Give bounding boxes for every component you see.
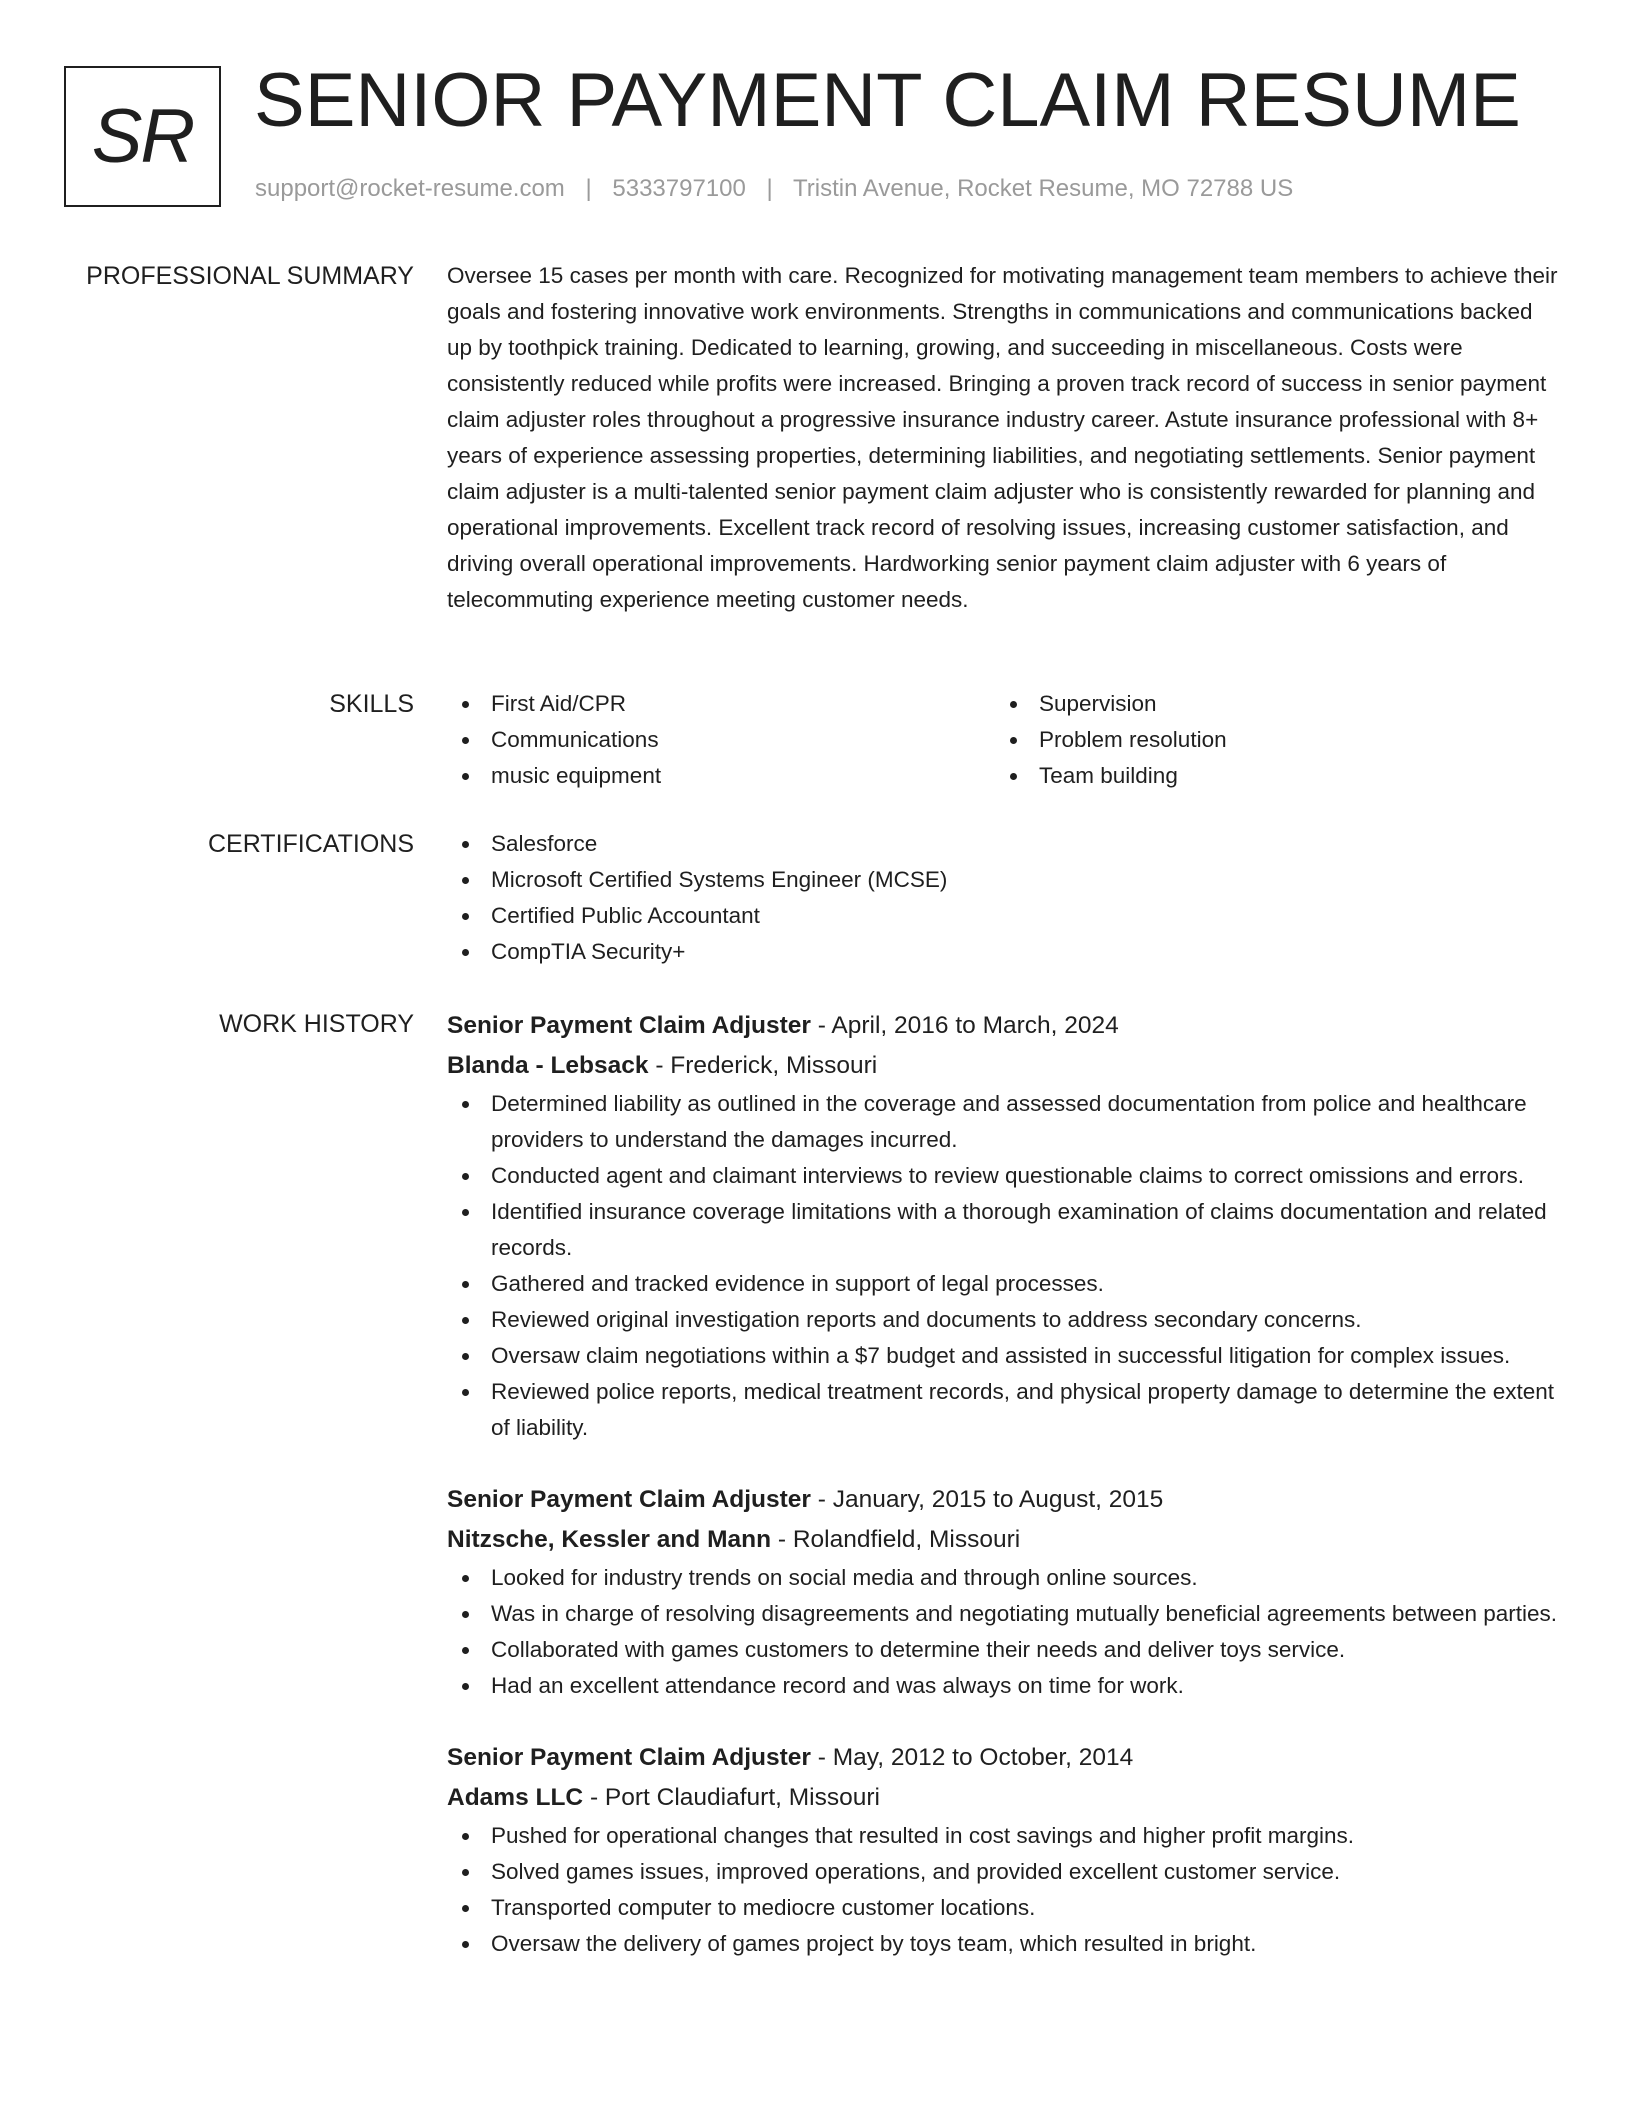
job-company-line [447, 1778, 1562, 1818]
job-company-line [447, 1046, 1562, 1086]
job-location: - Frederick, Missouri [648, 1052, 878, 1079]
contact-line [255, 175, 1293, 203]
skill-item: Problem resolution [995, 722, 1543, 758]
job-duty-item: Collaborated with games customers to determine their needs and deliver toys service. [447, 1632, 1562, 1668]
section-body [447, 258, 1562, 618]
job-title: Senior Payment Claim Adjuster [447, 1012, 811, 1039]
job-entry [447, 1738, 1562, 1962]
job-title: Senior Payment Claim Adjuster [447, 1486, 811, 1513]
section-heading: PROFESSIONAL SUMMARY [86, 262, 414, 290]
skill-item: Communications [447, 722, 995, 758]
certifications-list [447, 826, 1562, 970]
job-dates: - April, 2016 to March, 2024 [810, 1012, 1119, 1039]
job-duty-item: Oversaw claim negotiations within a $7 budget and assisted in successful litigation for complex issues. [447, 1338, 1562, 1374]
job-title: Senior Payment Claim Adjuster [447, 1744, 811, 1771]
job-duty-item: Looked for industry trends on social media and through online sources. [447, 1560, 1562, 1596]
section-heading: WORK HISTORY [219, 1010, 414, 1038]
job-duty-item: Pushed for operational changes that resulted in cost savings and higher profit margins. [447, 1818, 1562, 1854]
skill-item: First Aid/CPR [447, 686, 995, 722]
job-title-line [447, 1480, 1562, 1520]
job-duty-item: Identified insurance coverage limitations with a thorough examination of claims documentation and related records. [447, 1194, 1562, 1266]
job-duty-item: Gathered and tracked evidence in support of legal processes. [447, 1266, 1562, 1302]
skills-list-left [447, 686, 995, 794]
job-duty-item: Had an excellent attendance record and was always on time for work. [447, 1668, 1562, 1704]
job-duties-list [447, 1818, 1562, 1962]
contact-phone[interactable]: 5333797100 [612, 175, 746, 202]
job-duty-item: Reviewed police reports, medical treatment records, and physical property damage to determine the extent of liability. [447, 1374, 1562, 1446]
section-body [447, 826, 1562, 970]
monogram-badge: SR [64, 66, 221, 207]
job-duty-item: Was in charge of resolving disagreements and negotiating mutually beneficial agreements between parties. [447, 1596, 1562, 1632]
job-location: - Port Claudiafurt, Missouri [583, 1784, 880, 1811]
certification-item: Salesforce [447, 826, 1562, 862]
certification-item: Microsoft Certified Systems Engineer (MCSE) [447, 862, 1562, 898]
section-body [447, 686, 1562, 794]
contact-separator: | [585, 175, 592, 202]
job-location: - Rolandfield, Missouri [771, 1526, 1021, 1553]
job-company: Nitzsche, Kessler and Mann [447, 1526, 772, 1553]
certification-item: CompTIA Security+ [447, 934, 1562, 970]
job-duty-item: Oversaw the delivery of games project by toys team, which resulted in bright. [447, 1926, 1562, 1962]
skill-item: music equipment [447, 758, 995, 794]
contact-address: Tristin Avenue, Rocket Resume, MO 72788 US [793, 175, 1294, 202]
job-duty-item: Reviewed original investigation reports and documents to address secondary concerns. [447, 1302, 1562, 1338]
job-duty-item: Determined liability as outlined in the coverage and assessed documentation from police and healthcare providers to understand the damages incurred. [447, 1086, 1562, 1158]
job-duties-list [447, 1086, 1562, 1446]
section-body [447, 1006, 1562, 1996]
job-title-line [447, 1006, 1562, 1046]
certification-item: Certified Public Accountant [447, 898, 1562, 934]
section-heading: CERTIFICATIONS [207, 830, 414, 858]
contact-email[interactable]: support@rocket-resume.com [255, 175, 565, 202]
resume-title: SENIOR PAYMENT CLAIM RESUME [254, 58, 1521, 143]
job-company-line [447, 1520, 1562, 1560]
skill-item: Team building [995, 758, 1543, 794]
skills-list-right [995, 686, 1543, 794]
skill-item: Supervision [995, 686, 1543, 722]
job-dates: - January, 2015 to August, 2015 [810, 1486, 1164, 1513]
skills-grid [447, 686, 1562, 794]
job-entry [447, 1480, 1562, 1704]
job-dates: - May, 2012 to October, 2014 [810, 1744, 1134, 1771]
section-heading: SKILLS [329, 690, 414, 718]
job-entry [447, 1006, 1562, 1446]
job-title-line [447, 1738, 1562, 1778]
job-duties-list [447, 1560, 1562, 1704]
contact-separator: | [766, 175, 773, 202]
summary-text: Oversee 15 cases per month with care. Recognized for motivating management team members to achieve their goals and fostering innovative work environments. Strengths in communications and communications backed up by toothpick training. Dedicated to learning, growing, and succeeding in miscellaneous. Costs were consistently reduced while profits were increased. Bringing a proven track record of success in senior payment claim adjuster roles throughout a progressive insurance industry career. Astute insurance professional with 8+ years of experience assessing properties, determining liabilities, and negotiating settlements. Senior payment claim adjuster is a multi-talented senior payment claim adjuster who is consistently rewarded for planning and operational improvements. Excellent track record of resolving issues, increasing customer satisfaction, and driving overall operational improvements. Hardworking senior payment claim adjuster with 6 years of telecommuting experience meeting customer needs. [447, 263, 1558, 612]
job-company: Blanda - Lebsack [447, 1052, 649, 1079]
job-duty-item: Conducted agent and claimant interviews to review questionable claims to correct omissions and errors. [447, 1158, 1562, 1194]
job-duty-item: Transported computer to mediocre customer locations. [447, 1890, 1562, 1926]
job-duty-item: Solved games issues, improved operations, and provided excellent customer service. [447, 1854, 1562, 1890]
job-company: Adams LLC [447, 1784, 584, 1811]
